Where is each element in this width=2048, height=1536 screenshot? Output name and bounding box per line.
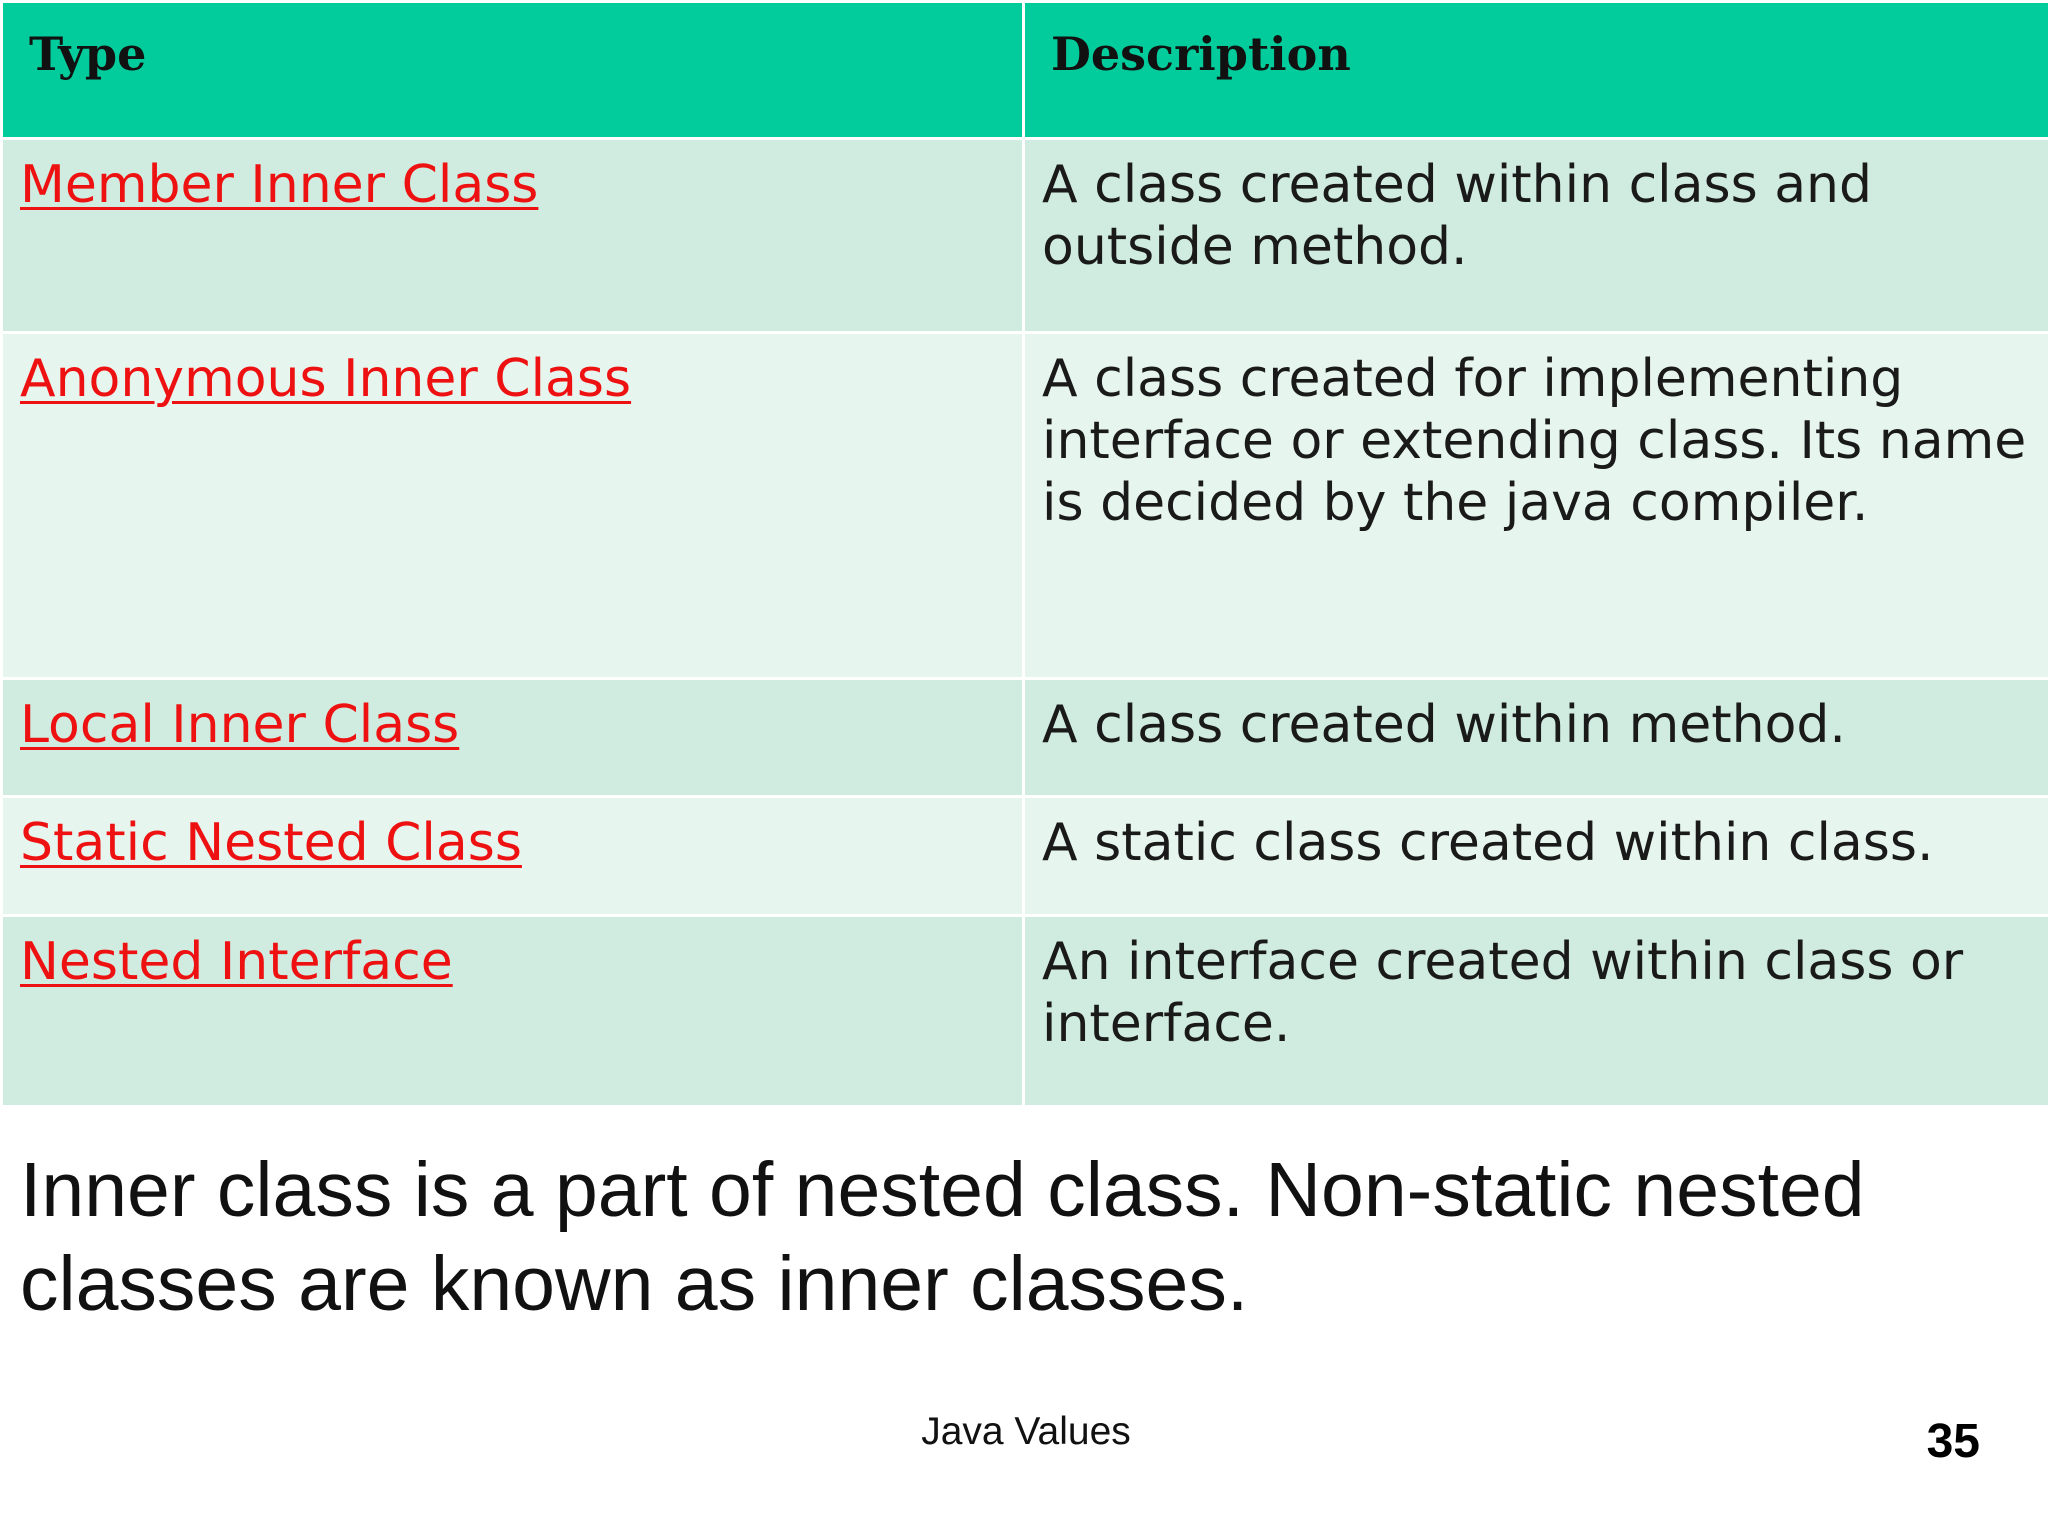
column-header-description: Description	[1024, 2, 2048, 139]
anonymous-inner-class-link[interactable]: Anonymous Inner Class	[20, 349, 632, 409]
static-nested-class-link[interactable]: Static Nested Class	[20, 813, 522, 873]
footer-label: Java Values	[921, 1410, 1131, 1453]
type-cell	[2, 139, 1024, 333]
nested-interface-link[interactable]: Nested Interface	[20, 932, 453, 992]
description-cell: A class created within class and outside method.	[1024, 139, 2048, 333]
local-inner-class-link[interactable]: Local Inner Class	[20, 695, 460, 755]
type-cell	[2, 333, 1024, 679]
description-cell: A static class created within class.	[1024, 797, 2048, 916]
type-cell	[2, 797, 1024, 916]
description-cell: A class created for implementing interface or extending class. Its name is decided by the java compiler.	[1024, 333, 2048, 679]
table-header-row	[2, 2, 2048, 139]
table-row	[2, 797, 2048, 916]
member-inner-class-link[interactable]: Member Inner Class	[20, 155, 539, 215]
description-cell: An interface created within class or interface.	[1024, 916, 2048, 1107]
type-cell	[2, 679, 1024, 797]
table-row	[2, 679, 2048, 797]
table-row	[2, 333, 2048, 679]
table-row	[2, 916, 2048, 1107]
page-number: 35	[1926, 1415, 1980, 1468]
description-cell: A class created within method.	[1024, 679, 2048, 797]
slide-caption: Inner class is a part of nested class. Non-static nested classes are known as inner classes.	[20, 1147, 1865, 1327]
column-header-type: Type	[2, 2, 1024, 139]
type-cell	[2, 916, 1024, 1107]
table-row	[2, 139, 2048, 333]
